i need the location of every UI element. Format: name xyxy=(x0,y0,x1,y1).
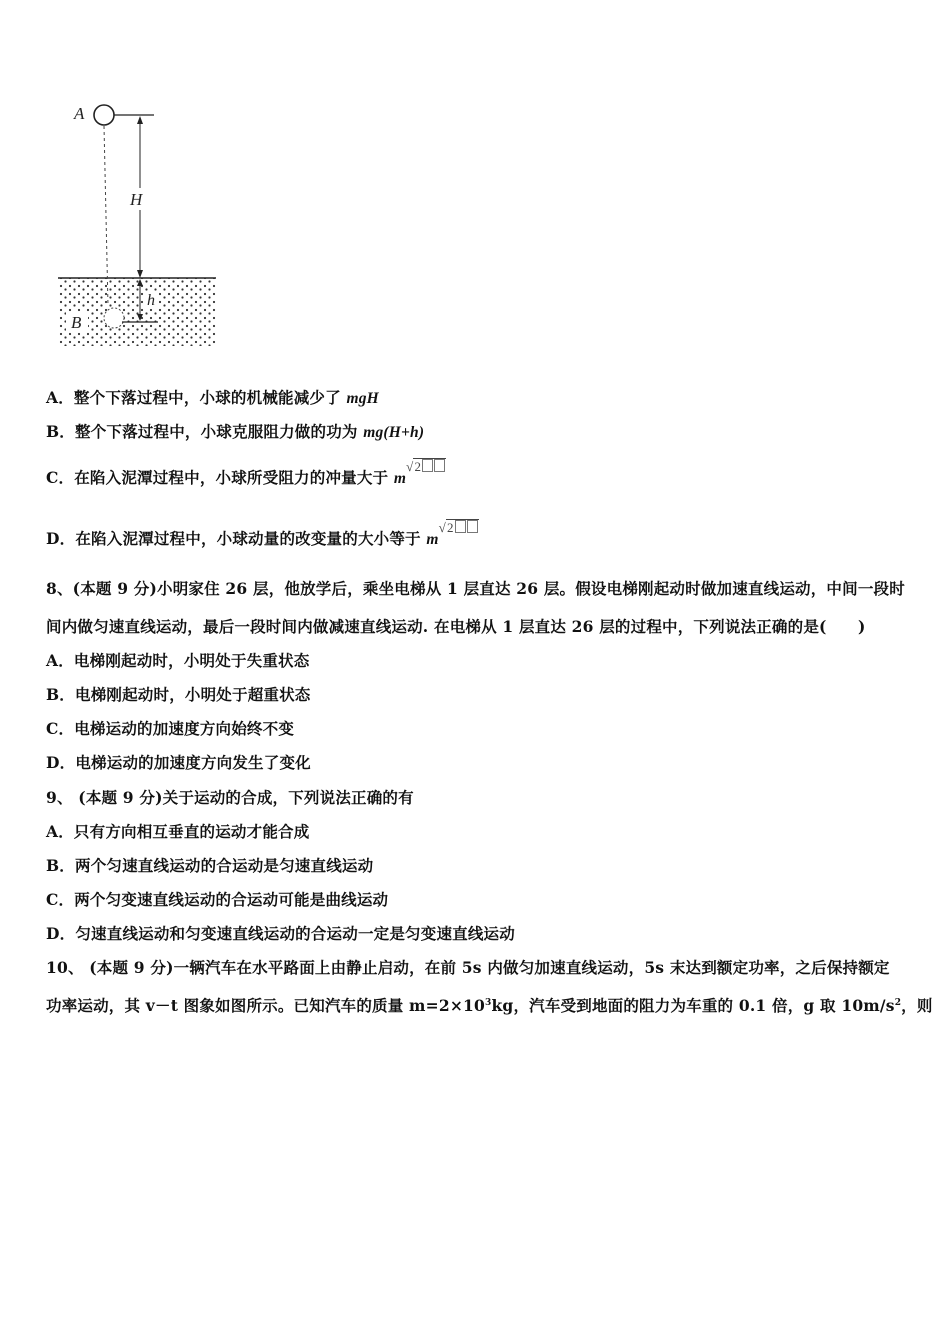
q9-option-d: D．匀速直线运动和匀变速直线运动的合运动一定是匀变速直线运动 xyxy=(46,924,515,943)
q10-stem-line1: 10、 (本题 9 分)一辆汽车在水平路面上由静止启动，在前 5s 内做匀加速直线运动，5s 末达到额定功率，之后保持额定 xyxy=(46,958,890,977)
q7-option-a xyxy=(46,386,379,408)
q7-option-c-text: C．在陷入泥潭过程中，小球所受阻力的冲量大于 xyxy=(46,468,394,487)
sqrt-c-value: 2 xyxy=(414,459,422,474)
falling-ball-figure xyxy=(50,92,220,356)
q9-option-a: A．只有方向相互垂直的运动才能合成 xyxy=(46,822,310,841)
h-arrow-head-bottom xyxy=(137,270,143,278)
q7-option-b-math: mg(H+h) xyxy=(363,424,425,441)
q8-option-d: D．电梯运动的加速度方向发生了变化 xyxy=(46,753,311,772)
q10-exponent-3: 3 xyxy=(485,997,492,1008)
q7-option-d xyxy=(46,520,479,549)
h-arrow-head-top xyxy=(137,116,143,124)
figure-svg xyxy=(50,92,220,352)
q7-option-a-math: mgH xyxy=(346,390,379,407)
q8-option-c: C．电梯运动的加速度方向始终不变 xyxy=(46,719,295,738)
q7-option-d-math: m xyxy=(426,531,439,548)
q7-option-a-text: A．整个下落过程中，小球的机械能减少了 xyxy=(46,388,347,407)
q8-option-a: A．电梯刚起动时，小明处于失重状态 xyxy=(46,651,310,670)
q9-option-c: C．两个匀变速直线运动的合运动可能是曲线运动 xyxy=(46,890,389,909)
label-small-h: h xyxy=(147,292,155,309)
q7-option-c xyxy=(46,459,446,488)
q9-option-b: B．两个匀速直线运动的合运动是匀速直线运动 xyxy=(46,856,374,875)
q7-option-b xyxy=(46,420,424,442)
ball-b xyxy=(104,308,124,328)
q7-option-c-math: m xyxy=(393,470,407,487)
q10-line2-part1: 功率运动，其 v－t 图象如图所示。已知汽车的质量 m=2×10 xyxy=(46,996,485,1015)
q8-stem-line2: 间内做匀速直线运动，最后一段时间内做减速直线运动. 在电梯从 1 层直达 26 层的过程中，下列说法正确的是( ) xyxy=(46,617,866,636)
q10-exponent-2: 2 xyxy=(894,997,902,1008)
q10-line2-part3: ，则 xyxy=(901,996,933,1015)
ball-a xyxy=(94,105,114,125)
label-b: B xyxy=(71,313,82,332)
q10-stem-line2 xyxy=(46,994,933,1016)
sqrt-expression-c: √2 xyxy=(406,459,446,474)
q10-line2-part2: kg，汽车受到地面的阻力为车重的 0.1 倍，g 取 10m/s xyxy=(491,996,895,1015)
q7-option-d-text: D．在陷入泥潭过程中，小球动量的改变量的大小等于 xyxy=(46,529,427,548)
q8-stem-line1: 8、(本题 9 分)小明家住 26 层，他放学后，乘坐电梯从 1 层直达 26 层。假设电梯刚起动时做加速直线运动，中间一段时 xyxy=(46,579,905,598)
label-a: A xyxy=(74,104,85,123)
q8-option-b: B．电梯刚起动时，小明处于超重状态 xyxy=(46,685,311,704)
q7-option-b-text: B．整个下落过程中，小球克服阻力做的功为 xyxy=(46,422,364,441)
sqrt-d-value: 2 xyxy=(446,520,454,535)
sqrt-expression-d: √2 xyxy=(439,520,479,535)
q9-stem: 9、 (本题 9 分)关于运动的合成，下列说法正确的有 xyxy=(46,788,414,807)
label-big-h: H xyxy=(130,190,143,209)
